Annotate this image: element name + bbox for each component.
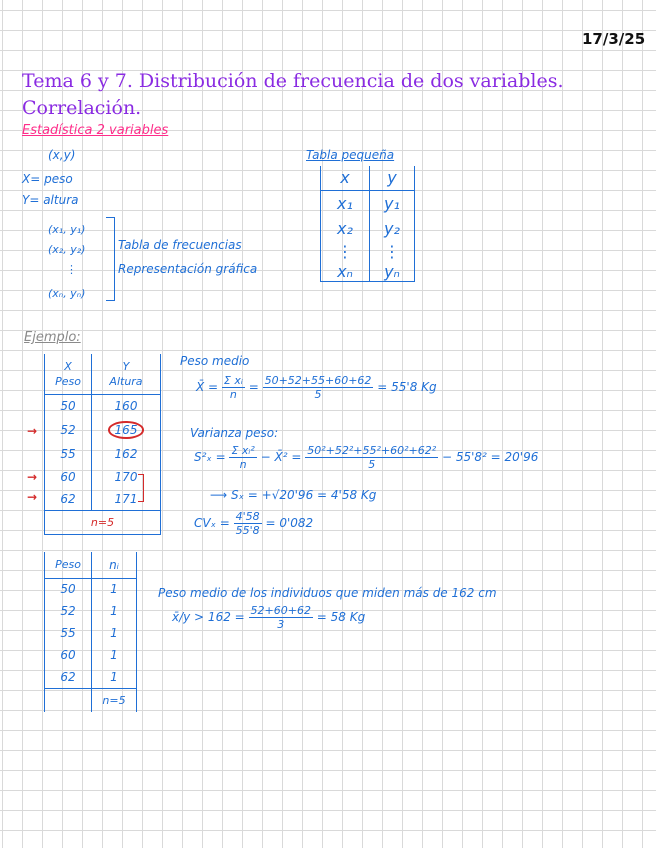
table-cell: 55	[45, 622, 92, 644]
table-cell: 160	[92, 394, 161, 418]
table-cell	[92, 418, 161, 442]
table-cell: 52	[45, 418, 92, 442]
table-cell: x₁	[321, 190, 370, 216]
example-table	[44, 354, 161, 535]
conditional-mean-formula: x̄/y > 162 = $\frac{52+60+62}{3}$ = 58 Kg	[172, 604, 366, 631]
freq-header: nᵢ	[92, 552, 137, 578]
table-cell: 1	[92, 666, 137, 688]
list-item: (x₁, y₁)	[48, 223, 86, 236]
mean-label: Peso medio	[180, 354, 250, 368]
table-cell: 1	[92, 578, 137, 600]
fraction: $\frac{\text{Σ xᵢ²}}{n}$	[231, 444, 255, 471]
table-cell: 60	[45, 644, 92, 666]
table-footer: n=5	[45, 510, 161, 534]
arrow-icon: →	[27, 470, 38, 484]
fraction: $\frac{4'58}{55'8}$	[235, 510, 260, 537]
frequency-table	[44, 552, 137, 712]
example-label: Ejemplo:	[24, 330, 81, 345]
table-cell: 62	[45, 666, 92, 688]
list-item: (x₂, y₂)	[48, 243, 86, 256]
list-item: (xₙ, yₙ)	[48, 287, 86, 300]
table-cell: 50	[45, 394, 92, 418]
table-cell: xₙ	[321, 262, 370, 282]
bracket-label-frequency-table: Tabla de frecuencias	[118, 238, 242, 252]
section-subtitle: Estadística 2 variables	[22, 123, 169, 138]
bracket	[106, 217, 115, 301]
mean-formula: X̄ = $\frac{\text{Σ xᵢ}}{n}$ = $\frac{50+52+55+60+62}{5}$ = 55'8 Kg	[196, 374, 437, 401]
list-item: ⋮	[66, 263, 77, 276]
fraction: $\frac{\text{Σ xᵢ}}{n}$	[223, 374, 243, 401]
table-cell: 1	[92, 622, 137, 644]
page-title: Tema 6 y 7. Distribución de frecuencia de dos variables.	[22, 70, 564, 92]
table-cell: 1	[92, 644, 137, 666]
table-cell	[45, 688, 92, 712]
table-cell: yₙ	[370, 262, 415, 282]
date: 17/3/25	[582, 30, 646, 48]
pair-list	[48, 220, 85, 304]
table-footer: n=5	[92, 688, 137, 712]
small-table	[320, 166, 415, 282]
small-table-title: Tabla pequeña	[306, 148, 395, 162]
table-cell: 55	[45, 442, 92, 466]
table-cell: 170	[92, 466, 161, 488]
table-cell: 171	[92, 488, 161, 510]
fraction: $\frac{50+52+55+60+62}{5}$	[264, 374, 372, 401]
table-cell: 1	[92, 600, 137, 622]
fraction: $\frac{\text{50²+52²+55²+60²+62²}}{5}$	[307, 444, 437, 471]
variance-formula: S²ₓ = $\frac{\text{Σ xᵢ²}}{n}$ − X̄² = $\frac{\text{50²+52²+55²+60²+62²}}{5}$ − 55'8² = 20'96	[194, 444, 539, 471]
small-table-header: y	[370, 166, 415, 190]
table-cell: ⋮	[321, 240, 370, 262]
table-cell: 62	[45, 488, 92, 510]
fraction: $\frac{52+60+62}{3}$	[250, 604, 311, 631]
example-header-x: X Peso	[45, 354, 92, 394]
conditional-mean-label: Peso medio de los individuos que miden más de 162 cm	[158, 586, 497, 600]
cv-formula: CVₓ = $\frac{4'58}{55'8}$ = 0'082	[194, 510, 314, 537]
x-definition: X= peso	[22, 172, 73, 186]
bracket	[138, 474, 144, 502]
circled-value: 165	[108, 421, 145, 439]
table-cell: 162	[92, 442, 161, 466]
table-cell: y₁	[370, 190, 415, 216]
std-dev: ⟶ Sₓ = +√20'96 = 4'58 Kg	[210, 488, 377, 502]
table-cell: y₂	[370, 216, 415, 240]
small-table-header: x	[321, 166, 370, 190]
table-cell: ⋮	[370, 240, 415, 262]
table-cell: 50	[45, 578, 92, 600]
arrow-icon: ⟶	[210, 488, 232, 502]
bracket-label-graphic: Representación gráfica	[118, 262, 258, 276]
table-cell: x₂	[321, 216, 370, 240]
variance-label: Varianza peso:	[190, 426, 279, 440]
arrow-icon: →	[27, 490, 38, 504]
page-title-line2: Correlación.	[22, 97, 142, 119]
table-cell: 60	[45, 466, 92, 488]
freq-header: Peso	[45, 552, 92, 578]
table-cell: 52	[45, 600, 92, 622]
arrow-icon: →	[27, 424, 38, 438]
example-header-y: Y Altura	[92, 354, 161, 394]
pair-notation: (x,y)	[48, 148, 76, 162]
y-definition: Y= altura	[22, 193, 79, 207]
